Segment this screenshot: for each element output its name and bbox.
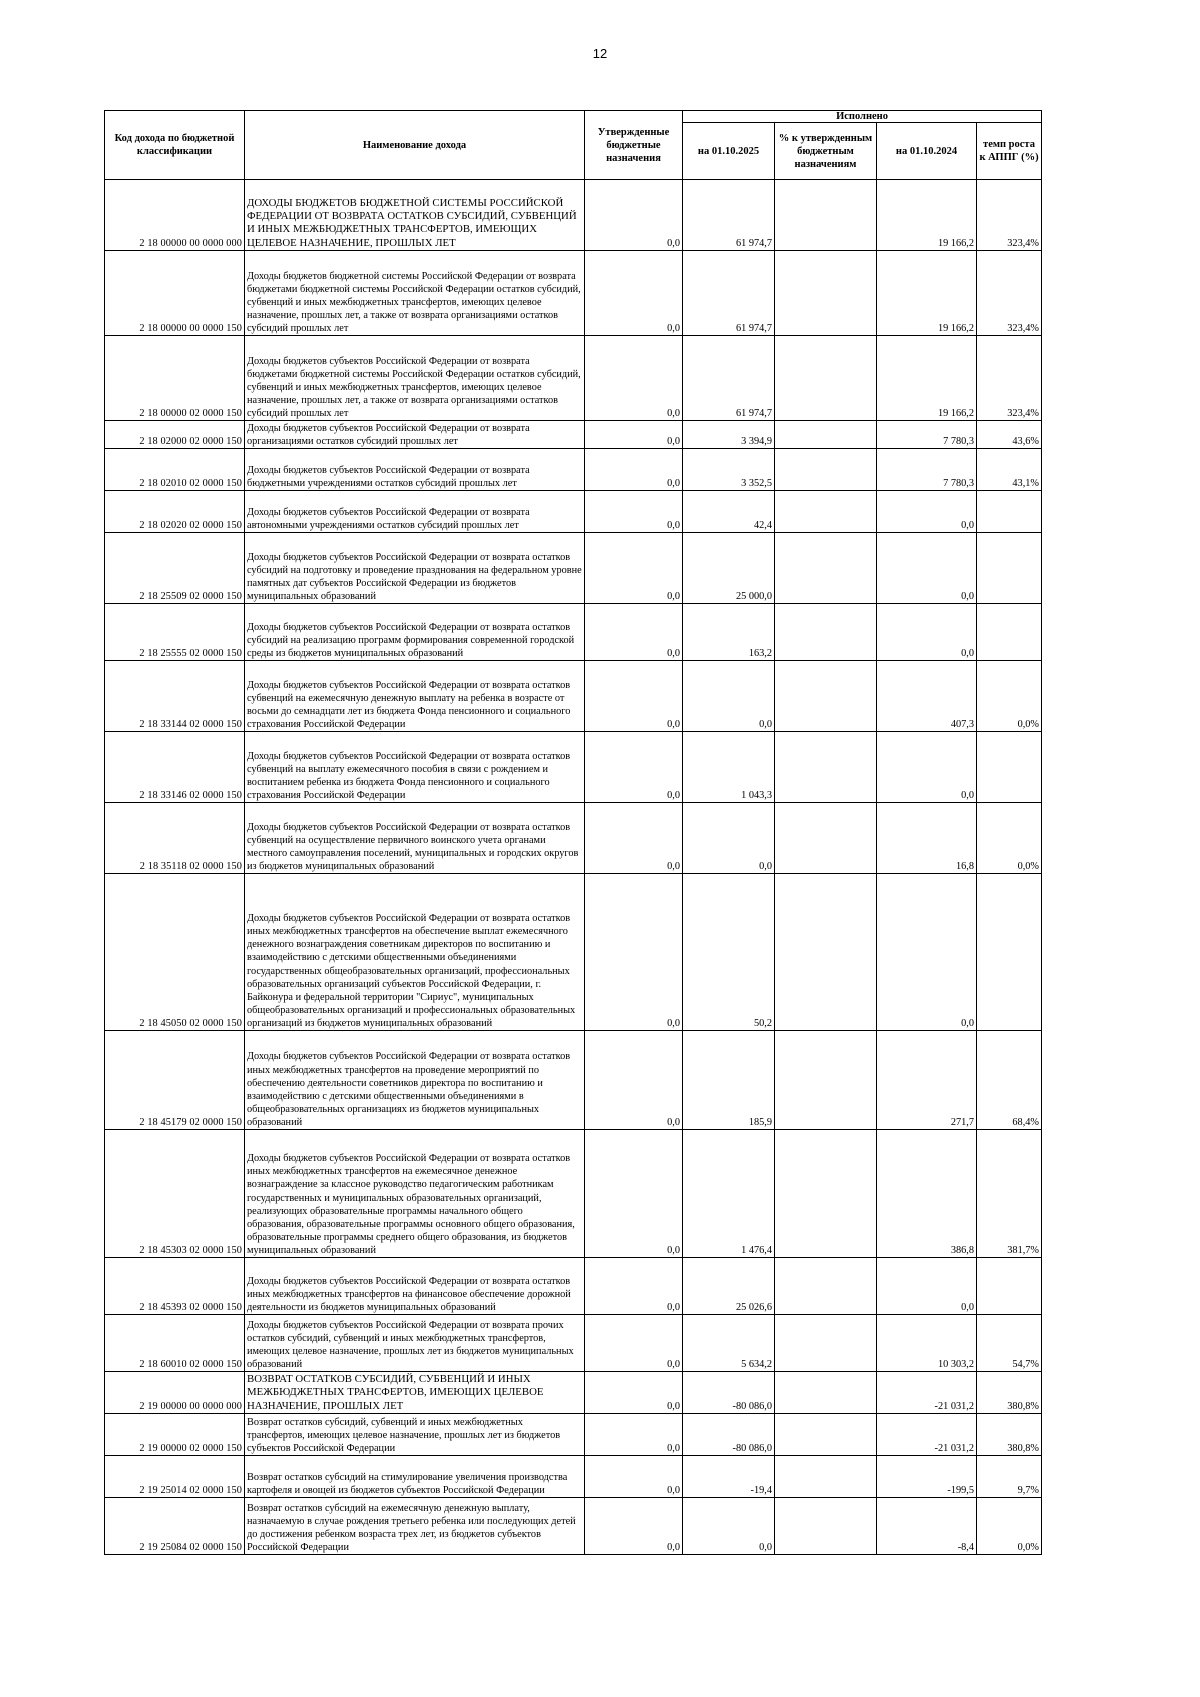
executed-2025-cell: 25 026,6 — [683, 1258, 775, 1315]
growth-rate-cell: 380,8% — [977, 1372, 1042, 1414]
executed-2025-cell: 163,2 — [683, 604, 775, 661]
revenue-name-cell: Доходы бюджетов субъектов Российской Федерации от возврата бюджетными учреждениями остатков субсидий прошлых лет — [245, 449, 585, 491]
percent-of-approved-cell — [775, 1498, 877, 1555]
approved-amount-cell: 0,0 — [585, 533, 683, 604]
table-row — [105, 661, 1042, 732]
revenue-code-cell: 2 18 45050 02 0000 150 — [105, 874, 245, 1031]
executed-2025-cell: -80 086,0 — [683, 1372, 775, 1414]
executed-2024-cell: 0,0 — [877, 604, 977, 661]
percent-of-approved-cell — [775, 533, 877, 604]
percent-of-approved-cell — [775, 180, 877, 251]
executed-2024-cell: 407,3 — [877, 661, 977, 732]
executed-2024-cell: 0,0 — [877, 732, 977, 803]
growth-rate-cell: 0,0% — [977, 1498, 1042, 1555]
growth-rate-cell — [977, 604, 1042, 661]
table-row — [105, 803, 1042, 874]
revenue-code-cell: 2 18 00000 00 0000 150 — [105, 251, 245, 336]
growth-rate-cell: 43,1% — [977, 449, 1042, 491]
percent-of-approved-cell — [775, 661, 877, 732]
executed-2025-cell: 50,2 — [683, 874, 775, 1031]
revenue-code-cell: 2 19 00000 00 0000 000 — [105, 1372, 245, 1414]
executed-2024-cell: 0,0 — [877, 874, 977, 1031]
revenue-code-cell: 2 18 45393 02 0000 150 — [105, 1258, 245, 1315]
approved-amount-cell: 0,0 — [585, 874, 683, 1031]
percent-of-approved-cell — [775, 449, 877, 491]
executed-2024-cell: 0,0 — [877, 1258, 977, 1315]
approved-amount-cell: 0,0 — [585, 1258, 683, 1315]
table-row — [105, 421, 1042, 449]
executed-2024-cell: 10 303,2 — [877, 1315, 977, 1372]
percent-of-approved-cell — [775, 803, 877, 874]
approved-amount-cell: 0,0 — [585, 1031, 683, 1130]
table-row — [105, 1498, 1042, 1555]
percent-of-approved-cell — [775, 251, 877, 336]
growth-rate-cell — [977, 491, 1042, 533]
table-row — [105, 336, 1042, 421]
table-row — [105, 533, 1042, 604]
revenue-name-cell: Доходы бюджетов субъектов Российской Федерации от возврата остатков субвенций на выплату ежемесячного пособия в связи с рождением и воспитанием ребенка из бюджета Фонда пенсионного и социального страхования Российской Федерации — [245, 732, 585, 803]
executed-2024-cell: 7 780,3 — [877, 449, 977, 491]
approved-amount-cell: 0,0 — [585, 604, 683, 661]
revenue-name-cell: Доходы бюджетов субъектов Российской Федерации от возврата организациями остатков субсидий прошлых лет — [245, 421, 585, 449]
growth-rate-cell: 323,4% — [977, 251, 1042, 336]
approved-amount-cell: 0,0 — [585, 180, 683, 251]
revenue-code-cell: 2 18 25509 02 0000 150 — [105, 533, 245, 604]
approved-amount-cell: 0,0 — [585, 661, 683, 732]
executed-2024-cell: 7 780,3 — [877, 421, 977, 449]
revenue-name-cell: Доходы бюджетов бюджетной системы Российской Федерации от возврата бюджетами бюджетной системы Российской Федерации остатков субсидий, субвенций и иных межбюджетных трансфертов, имеющих целевое назначение, прошлых лет, а также от возврата организациями остатков субсидий прошлых лет — [245, 251, 585, 336]
executed-2025-cell: 185,9 — [683, 1031, 775, 1130]
revenue-code-cell: 2 18 00000 02 0000 150 — [105, 336, 245, 421]
header-pct-approved: % к утвержденным бюджетным назначениям — [775, 123, 877, 180]
executed-2024-cell: -21 031,2 — [877, 1372, 977, 1414]
table-row — [105, 251, 1042, 336]
revenue-name-cell: Доходы бюджетов субъектов Российской Федерации от возврата остатков субсидий на подготовку и проведение празднования на федеральном уровне памятных дат субъектов Российской Федерации из бюджетов муниципальных образований — [245, 533, 585, 604]
page-number: 12 — [592, 46, 608, 61]
approved-amount-cell: 0,0 — [585, 803, 683, 874]
table-row — [105, 1414, 1042, 1456]
revenue-code-cell: 2 18 33146 02 0000 150 — [105, 732, 245, 803]
revenue-name-cell: Доходы бюджетов субъектов Российской Федерации от возврата остатков иных межбюджетных трансфертов на ежемесячное денежное вознаграждение за классное руководство педагогическим работникам государственных и муниципальных образовательных организаций, реализующих образовательные программы начального общего образования, образовательные программы основного общего образования, образовательные программы среднего общего образования, из бюджетов муниципальных образований — [245, 1130, 585, 1258]
revenue-code-cell: 2 18 45303 02 0000 150 — [105, 1130, 245, 1258]
revenue-name-cell: Доходы бюджетов субъектов Российской Федерации от возврата бюджетами бюджетной системы Российской Федерации остатков субсидий, субвенций и иных межбюджетных трансфертов, имеющих целевое назначение, прошлых лет, а также от возврата организациями остатков субсидий прошлых лет — [245, 336, 585, 421]
percent-of-approved-cell — [775, 1258, 877, 1315]
executed-2025-cell: 42,4 — [683, 491, 775, 533]
growth-rate-cell — [977, 533, 1042, 604]
executed-2025-cell: 25 000,0 — [683, 533, 775, 604]
executed-2024-cell: 0,0 — [877, 533, 977, 604]
table-row — [105, 1031, 1042, 1130]
revenue-code-cell: 2 18 02000 02 0000 150 — [105, 421, 245, 449]
growth-rate-cell: 323,4% — [977, 336, 1042, 421]
revenue-name-cell: Доходы бюджетов субъектов Российской Федерации от возврата остатков иных межбюджетных трансфертов на обеспечение выплат ежемесячного денежного вознаграждения советникам директоров по воспитанию и взаимодействию с детскими общественными объединениями государственных общеобразовательных организаций, профессиональных образовательных организаций субъектов Российской Федерации, г. Байконура и федеральной территории "Сириус", муниципальных общеобразовательных организаций и профессиональных образовательных организаций из бюджетов муниципальных образований — [245, 874, 585, 1031]
growth-rate-cell: 0,0% — [977, 661, 1042, 732]
approved-amount-cell: 0,0 — [585, 1372, 683, 1414]
table-row — [105, 1258, 1042, 1315]
growth-rate-cell: 323,4% — [977, 180, 1042, 251]
percent-of-approved-cell — [775, 1456, 877, 1498]
table-row — [105, 1130, 1042, 1258]
percent-of-approved-cell — [775, 1031, 877, 1130]
revenue-name-cell: Доходы бюджетов субъектов Российской Федерации от возврата остатков иных межбюджетных трансфертов на проведение мероприятий по обеспечению деятельности советников директора по воспитанию и взаимодействию с детскими общественными объединениями в общеобразовательных организациях из бюджетов муниципальных образований — [245, 1031, 585, 1130]
growth-rate-cell: 381,7% — [977, 1130, 1042, 1258]
approved-amount-cell: 0,0 — [585, 1456, 683, 1498]
revenue-name-cell: Возврат остатков субсидий, субвенций и иных межбюджетных трансфертов, имеющих целевое назначение, прошлых лет из бюджетов субъектов Российской Федерации — [245, 1414, 585, 1456]
revenue-name-cell: Доходы бюджетов субъектов Российской Федерации от возврата остатков субвенций на осуществление первичного воинского учета органами местного самоуправления поселений, муниципальных и городских округов из бюджетов муниципальных образований — [245, 803, 585, 874]
table-body — [105, 180, 1042, 1555]
revenue-code-cell: 2 19 25014 02 0000 150 — [105, 1456, 245, 1498]
growth-rate-cell — [977, 732, 1042, 803]
growth-rate-cell: 0,0% — [977, 803, 1042, 874]
executed-2024-cell: -8,4 — [877, 1498, 977, 1555]
growth-rate-cell — [977, 1258, 1042, 1315]
percent-of-approved-cell — [775, 732, 877, 803]
revenue-code-cell: 2 18 02020 02 0000 150 — [105, 491, 245, 533]
approved-amount-cell: 0,0 — [585, 1414, 683, 1456]
percent-of-approved-cell — [775, 874, 877, 1031]
growth-rate-cell: 9,7% — [977, 1456, 1042, 1498]
executed-2025-cell: 61 974,7 — [683, 336, 775, 421]
header-approved: Утвержденные бюджетные назначения — [585, 111, 683, 180]
approved-amount-cell: 0,0 — [585, 1498, 683, 1555]
executed-2024-cell: 19 166,2 — [877, 251, 977, 336]
revenue-code-cell: 2 18 02010 02 0000 150 — [105, 449, 245, 491]
revenue-name-cell: Доходы бюджетов субъектов Российской Федерации от возврата автономными учреждениями остатков субсидий прошлых лет — [245, 491, 585, 533]
table-row — [105, 874, 1042, 1031]
executed-2025-cell: -19,4 — [683, 1456, 775, 1498]
executed-2024-cell: -21 031,2 — [877, 1414, 977, 1456]
revenue-name-cell: Доходы бюджетов субъектов Российской Федерации от возврата остатков субсидий на реализацию программ формирования современной городской среды из бюджетов муниципальных образований — [245, 604, 585, 661]
executed-2024-cell: 271,7 — [877, 1031, 977, 1130]
executed-2025-cell: -80 086,0 — [683, 1414, 775, 1456]
table-row — [105, 1372, 1042, 1414]
growth-rate-cell: 380,8% — [977, 1414, 1042, 1456]
approved-amount-cell: 0,0 — [585, 1130, 683, 1258]
revenue-name-cell: Возврат остатков субсидий на стимулирование увеличения производства картофеля и овощей из бюджетов субъектов Российской Федерации — [245, 1456, 585, 1498]
table-row — [105, 449, 1042, 491]
approved-amount-cell: 0,0 — [585, 251, 683, 336]
approved-amount-cell: 0,0 — [585, 421, 683, 449]
executed-2025-cell: 1 043,3 — [683, 732, 775, 803]
revenue-name-cell: ДОХОДЫ БЮДЖЕТОВ БЮДЖЕТНОЙ СИСТЕМЫ РОССИЙСКОЙ ФЕДЕРАЦИИ ОТ ВОЗВРАТА ОСТАТКОВ СУБСИДИЙ, СУБВЕНЦИЙ И ИНЫХ МЕЖБЮДЖЕТНЫХ ТРАНСФЕРТОВ, ИМЕЮЩИХ ЦЕЛЕВОЕ НАЗНАЧЕНИЕ, ПРОШЛЫХ ЛЕТ — [245, 180, 585, 251]
revenue-name-cell: Доходы бюджетов субъектов Российской Федерации от возврата остатков субвенций на ежемесячную денежную выплату на ребенка в возрасте от восьми до семнадцати лет из бюджета Фонда пенсионного и социального страхования Российской Федерации — [245, 661, 585, 732]
growth-rate-cell: 68,4% — [977, 1031, 1042, 1130]
header-code: Код дохода по бюджетной классификации — [105, 111, 245, 180]
table-row — [105, 1315, 1042, 1372]
header-on-2024: на 01.10.2024 — [877, 123, 977, 180]
approved-amount-cell: 0,0 — [585, 449, 683, 491]
executed-2025-cell: 0,0 — [683, 1498, 775, 1555]
executed-2024-cell: 386,8 — [877, 1130, 977, 1258]
percent-of-approved-cell — [775, 421, 877, 449]
table-row — [105, 1456, 1042, 1498]
percent-of-approved-cell — [775, 604, 877, 661]
revenue-code-cell: 2 18 45179 02 0000 150 — [105, 1031, 245, 1130]
percent-of-approved-cell — [775, 1315, 877, 1372]
growth-rate-cell — [977, 874, 1042, 1031]
executed-2025-cell: 0,0 — [683, 803, 775, 874]
growth-rate-cell: 43,6% — [977, 421, 1042, 449]
approved-amount-cell: 0,0 — [585, 491, 683, 533]
header-on-2025: на 01.10.2025 — [683, 123, 775, 180]
executed-2024-cell: 19 166,2 — [877, 180, 977, 251]
revenue-code-cell: 2 18 25555 02 0000 150 — [105, 604, 245, 661]
header-growth: темп роста к АППГ (%) — [977, 123, 1042, 180]
revenue-code-cell: 2 19 25084 02 0000 150 — [105, 1498, 245, 1555]
budget-revenue-table — [104, 110, 1042, 1555]
percent-of-approved-cell — [775, 336, 877, 421]
table-row — [105, 180, 1042, 251]
approved-amount-cell: 0,0 — [585, 1315, 683, 1372]
revenue-name-cell: Доходы бюджетов субъектов Российской Федерации от возврата остатков иных межбюджетных трансфертов на финансовое обеспечение дорожной деятельности из бюджетов муниципальных образований — [245, 1258, 585, 1315]
percent-of-approved-cell — [775, 1372, 877, 1414]
revenue-name-cell: Доходы бюджетов субъектов Российской Федерации от возврата прочих остатков субсидий, субвенций и иных межбюджетных трансфертов, имеющих целевое назначение, прошлых лет из бюджетов муниципальных образований — [245, 1315, 585, 1372]
revenue-code-cell: 2 18 35118 02 0000 150 — [105, 803, 245, 874]
approved-amount-cell: 0,0 — [585, 336, 683, 421]
executed-2025-cell: 61 974,7 — [683, 251, 775, 336]
executed-2025-cell: 61 974,7 — [683, 180, 775, 251]
revenue-code-cell: 2 19 00000 02 0000 150 — [105, 1414, 245, 1456]
percent-of-approved-cell — [775, 491, 877, 533]
executed-2025-cell: 0,0 — [683, 661, 775, 732]
header-executed: Исполнено — [683, 111, 1042, 123]
revenue-name-cell: ВОЗВРАТ ОСТАТКОВ СУБСИДИЙ, СУБВЕНЦИЙ И ИНЫХ МЕЖБЮДЖЕТНЫХ ТРАНСФЕРТОВ, ИМЕЮЩИХ ЦЕЛЕВОЕ НАЗНАЧЕНИЕ, ПРОШЛЫХ ЛЕТ — [245, 1372, 585, 1414]
table-row — [105, 604, 1042, 661]
revenue-code-cell: 2 18 33144 02 0000 150 — [105, 661, 245, 732]
executed-2024-cell: 0,0 — [877, 491, 977, 533]
percent-of-approved-cell — [775, 1130, 877, 1258]
growth-rate-cell: 54,7% — [977, 1315, 1042, 1372]
executed-2024-cell: 16,8 — [877, 803, 977, 874]
executed-2024-cell: 19 166,2 — [877, 336, 977, 421]
table-row — [105, 732, 1042, 803]
executed-2025-cell: 5 634,2 — [683, 1315, 775, 1372]
revenue-name-cell: Возврат остатков субсидий на ежемесячную денежную выплату, назначаемую в случае рождения третьего ребенка или последующих детей до достижения ребенком возраста трех лет, из бюджетов субъектов Российской Федерации — [245, 1498, 585, 1555]
table-row — [105, 491, 1042, 533]
revenue-code-cell: 2 18 00000 00 0000 000 — [105, 180, 245, 251]
executed-2024-cell: -199,5 — [877, 1456, 977, 1498]
table-header — [105, 111, 1042, 180]
executed-2025-cell: 3 394,9 — [683, 421, 775, 449]
approved-amount-cell: 0,0 — [585, 732, 683, 803]
executed-2025-cell: 3 352,5 — [683, 449, 775, 491]
revenue-code-cell: 2 18 60010 02 0000 150 — [105, 1315, 245, 1372]
executed-2025-cell: 1 476,4 — [683, 1130, 775, 1258]
percent-of-approved-cell — [775, 1414, 877, 1456]
header-name: Наименование дохода — [245, 111, 585, 180]
